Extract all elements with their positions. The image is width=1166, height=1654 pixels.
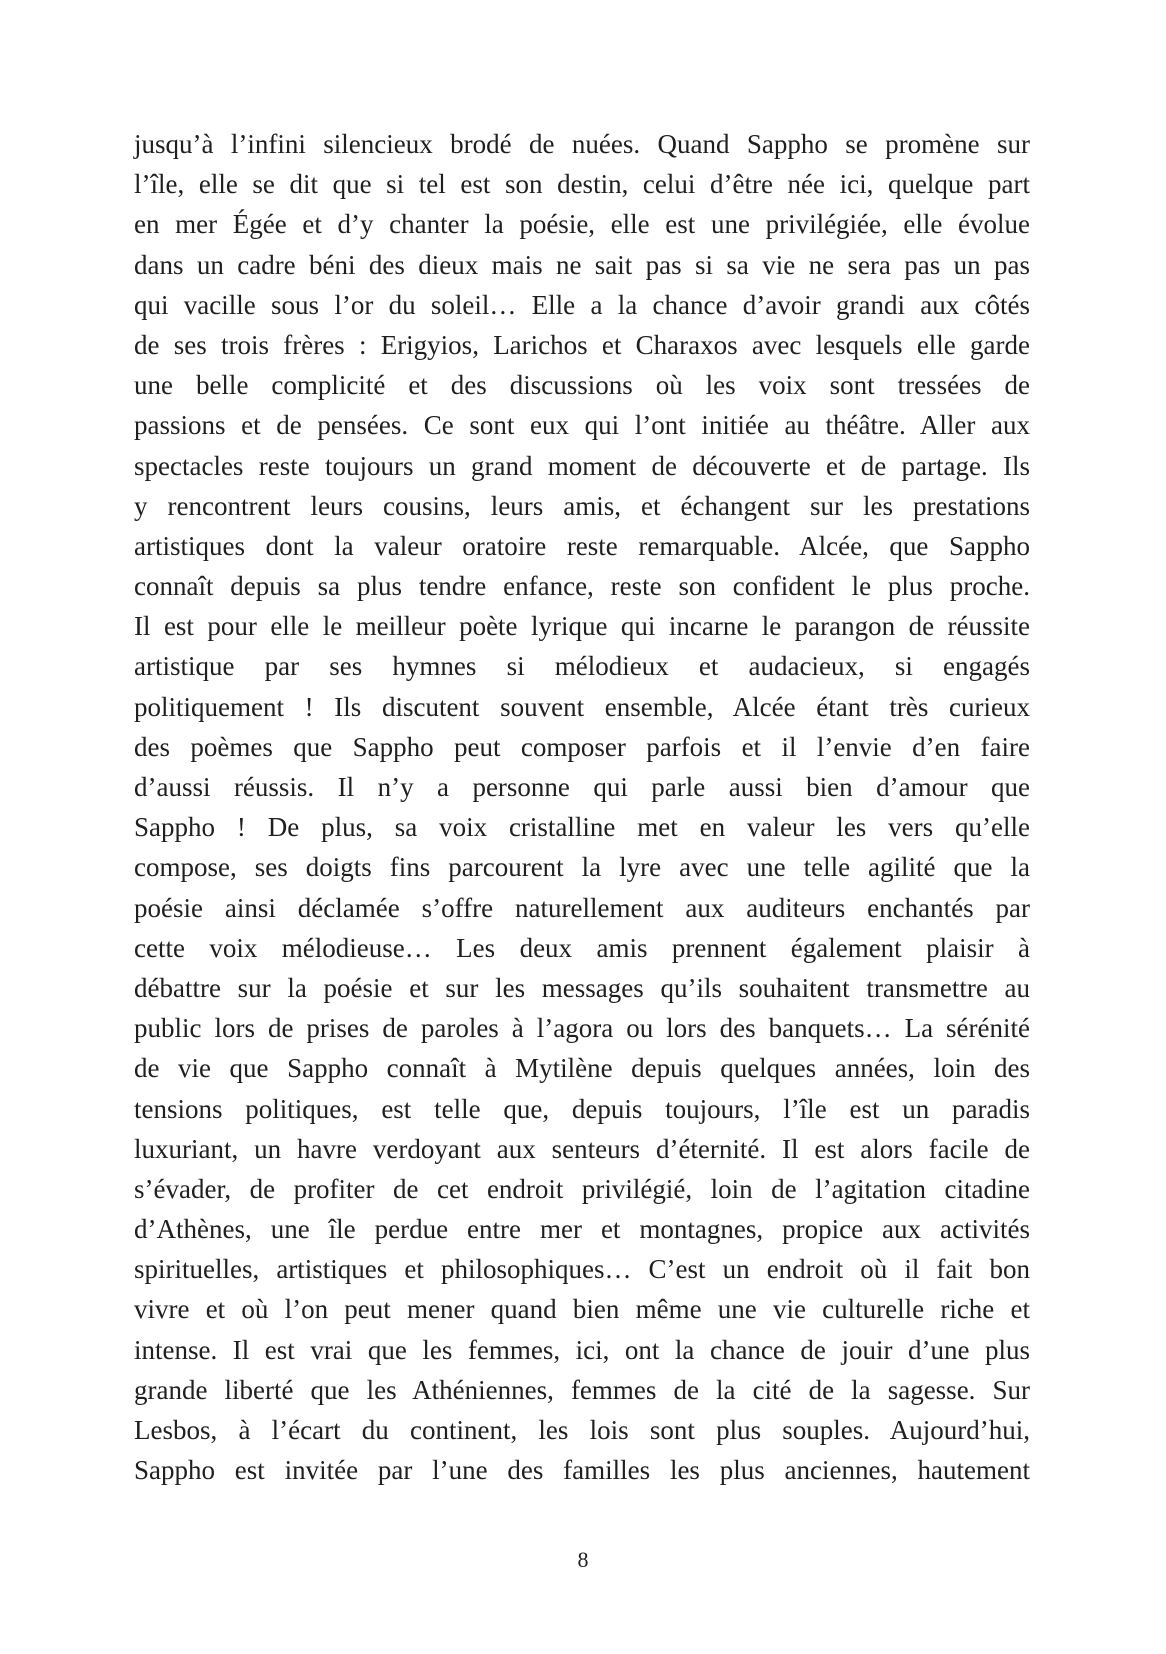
text-line: artistiques dont la valeur oratoire reste remarquable. Alcée, que Sappho (134, 530, 1030, 561)
text-line: connaît depuis sa plus tendre enfance, reste son confident le plus proche. (134, 571, 1030, 602)
text-line: Sappho est invitée par l’une des familles les plus anciennes, hautement (134, 1455, 1030, 1486)
text-line: une belle complicité et des discussions où les voix sont tressées de (134, 370, 1030, 401)
text-line: compose, ses doigts fins parcourent la lyre avec une telle agilité que la (134, 852, 1030, 883)
text-line: spectacles reste toujours un grand moment de découverte et de partage. Ils (134, 450, 1030, 481)
body-paragraph (134, 124, 1030, 1490)
text-line: l’île, elle se dit que si tel est son destin, celui d’être née ici, quelque part (134, 169, 1030, 200)
text-line: Sappho ! De plus, sa voix cristalline met en valeur les vers qu’elle (134, 812, 1030, 843)
text-line: y rencontrent leurs cousins, leurs amis, et échangent sur les prestations (134, 490, 1030, 521)
text-line: débattre sur la poésie et sur les messages qu’ils souhaitent transmettre au (134, 972, 1030, 1003)
text-line: passions et de pensées. Ce sont eux qui l’ont initiée au théâtre. Aller aux (134, 410, 1030, 441)
text-line: en mer Égée et d’y chanter la poésie, elle est une privilégiée, elle évolue (134, 209, 1030, 240)
text-line: tensions politiques, est telle que, depuis toujours, l’île est un paradis (134, 1093, 1030, 1124)
text-line: dans un cadre béni des dieux mais ne sait pas si sa vie ne sera pas un pas (134, 249, 1030, 280)
text-line: des poèmes que Sappho peut composer parfois et il l’envie d’en faire (134, 731, 1030, 762)
text-line: luxuriant, un havre verdoyant aux senteurs d’éternité. Il est alors facile de (134, 1133, 1030, 1164)
text-line: qui vacille sous l’or du soleil… Elle a la chance d’avoir grandi aux côtés (134, 289, 1030, 320)
text-line: grande liberté que les Athéniennes, femmes de la cité de la sagesse. Sur (134, 1374, 1030, 1405)
text-line: de ses trois frères : Erigyios, Larichos et Charaxos avec lesquels elle garde (134, 329, 1030, 360)
text-line: poésie ainsi déclamée s’offre naturellement aux auditeurs enchantés par (134, 892, 1030, 923)
text-line: d’Athènes, une île perdue entre mer et montagnes, propice aux activités (134, 1214, 1030, 1245)
text-line: cette voix mélodieuse… Les deux amis prennent également plaisir à (134, 932, 1030, 963)
text-line: politiquement ! Ils discutent souvent ensemble, Alcée étant très curieux (134, 691, 1030, 722)
text-line: Lesbos, à l’écart du continent, les lois sont plus souples. Aujourd’hui, (134, 1415, 1030, 1445)
text-line: vivre et où l’on peut mener quand bien même une vie culturelle riche et (134, 1294, 1030, 1325)
text-line: jusqu’à l’infini silencieux brodé de nuées. Quand Sappho se promène sur (134, 129, 1030, 159)
text-line: de vie que Sappho connaît à Mytilène depuis quelques années, loin des (134, 1053, 1030, 1084)
text-line: s’évader, de profiter de cet endroit privilégié, loin de l’agitation citadine (134, 1173, 1030, 1204)
text-line: intense. Il est vrai que les femmes, ici, ont la chance de jouir d’une plus (134, 1334, 1030, 1365)
text-line: d’aussi réussis. Il n’y a personne qui parle aussi bien d’amour que (134, 772, 1030, 802)
text-line: Il est pour elle le meilleur poète lyrique qui incarne le parangon de réussite (134, 611, 1030, 642)
text-line: spirituelles, artistiques et philosophiques… C’est un endroit où il fait bon (134, 1254, 1030, 1285)
page-number: 8 (577, 1547, 589, 1572)
text-line: public lors de prises de paroles à l’agora ou lors des banquets… La sérénité (134, 1013, 1030, 1044)
text-line: artistique par ses hymnes si mélodieux et audacieux, si engagés (134, 651, 1030, 682)
